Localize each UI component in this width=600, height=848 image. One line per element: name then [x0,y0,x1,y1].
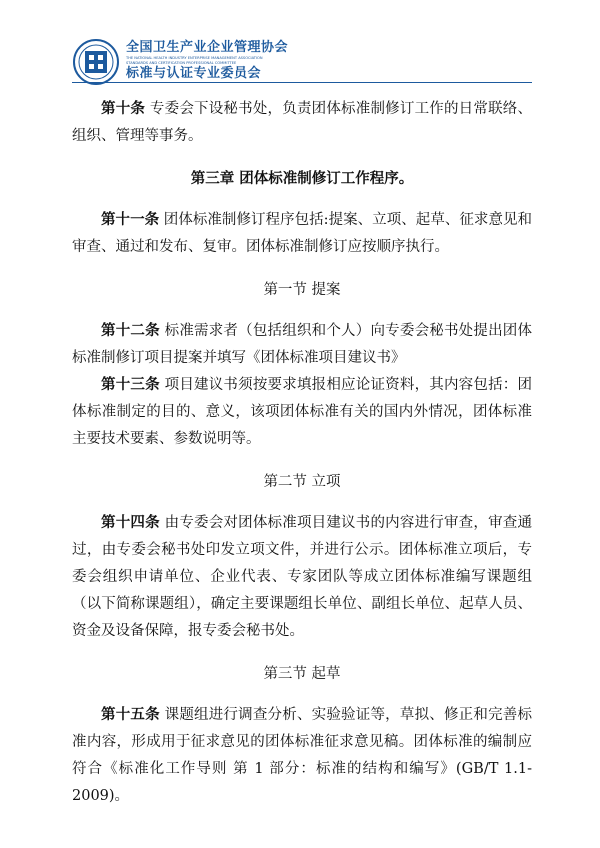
article-label: 第十二条 [101,323,160,339]
association-seal-icon [72,38,120,86]
chapter-heading: 第三章 团体标准制修订工作程序。 [190,171,414,187]
header-divider [72,82,532,83]
org-name-line2: 标准与认证专业委员会 [126,66,262,81]
article-label: 第十五条 [101,707,160,723]
article-15 [72,702,532,810]
article-text: 课题组进行调查分析、实验验证等，草拟、修正和完善标准内容，形成用于征求意见的团体标准征求意见稿。团体标准的编制应符合《标准化工作导则 第 1 部分：标准的结构和编写》(GB/T 1.1-2009)。 [72,707,532,804]
org-name-en-line1: THE NATIONAL HEALTH INDUSTRY ENTERPRISE MANAGEMENT ASSOCIATION [126,56,263,60]
org-name-line1: 全国卫生产业企业管理协会 [126,40,289,55]
article-text: 专委会下设秘书处，负责团体标准制修订工作的日常联络、组织、管理等事务。 [72,101,532,144]
article-13 [72,372,532,453]
article-text: 由专委会对团体标准项目建议书的内容进行审查，审查通过，由专委会秘书处印发立项文件，并进行公示。团体标准立项后，专委会组织申请单位、企业代表、专家团队等成立团体标准编写课题组（以下简称课题组），确定主要课题组长单位、副组长单位、起草人员、资金及设备保障，报专委会秘书处。 [72,515,532,639]
article-text: 标准需求者（包括组织和个人）向专委会秘书处提出团体标准制修订项目提案并填写《团体标准项目建议书》 [72,323,532,366]
letterhead [72,36,532,92]
section-heading: 第三节 起草 [263,666,341,682]
article-11 [72,207,532,261]
section-heading: 第一节 提案 [263,282,341,298]
article-label: 第十四条 [101,515,160,531]
section-heading: 第二节 立项 [263,474,341,490]
org-name-en-line2: STANDARDS AND CERTIFICATION PROFESSIONAL COMMITTEE [126,61,237,65]
article-label: 第十三条 [101,377,160,393]
article-text: 项目建议书须按要求填报相应论证资料，其内容包括：团体标准制定的目的、意义，该项团体标准有关的国内外情况，团体标准主要技术要素、参数说明等。 [72,377,532,447]
article-12 [72,318,532,372]
article-14 [72,510,532,645]
article-label: 第十一条 [101,212,160,228]
article-10 [72,96,532,150]
article-text: 团体标准制修订程序包括:提案、立项、起草、征求意见和审查、通过和发布、复审。团体标准制修订应按顺序执行。 [72,212,533,255]
organization-name [126,40,526,82]
document-body [72,96,532,810]
article-label: 第十条 [101,101,146,117]
